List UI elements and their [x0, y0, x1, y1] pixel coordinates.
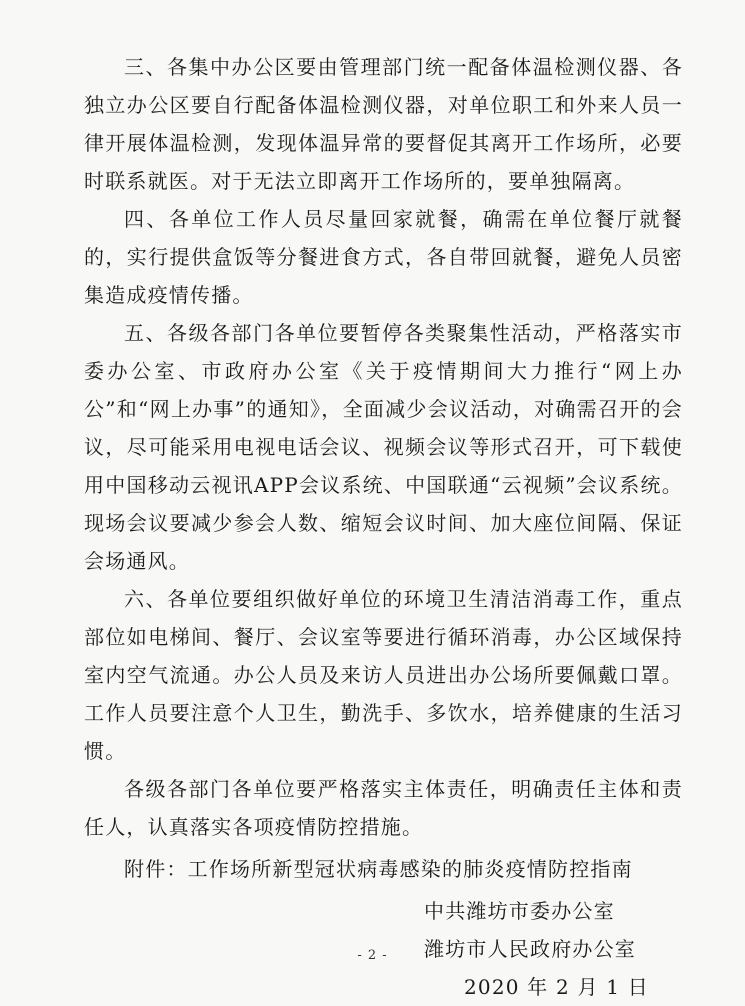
- attachment-line: 附件：工作场所新型冠状病毒感染的肺炎疫情防控指南: [124, 857, 633, 881]
- paragraph-item-3: 三、各集中办公区要由管理部门统一配备体温检测仪器、各独立办公区要自行配备体温检测仪器，对单位职工和外来人员一律开展体温检测，发现体温异常的要督促其离开工作场所，必要时联系就医。对于无法立即离开工作场所的，要单独隔离。: [84, 55, 683, 193]
- page-number: - 2 -: [357, 948, 388, 963]
- paragraph-item-6: 六、各单位要组织做好单位的环境卫生清洁消毒工作，重点部位如电梯间、餐厅、会议室等要进行循环消毒，办公区域保持室内空气流通。办公人员及来访人员进出办公场所要佩戴口罩。工作人员要注意个人卫生，勤洗手、多饮水，培养健康的生活习惯。: [84, 587, 683, 763]
- paragraph-item-5: 五、各级各部门各单位要暂停各类聚集性活动，严格落实市委办公室、市政府办公室《关于疫情期间大力推行“网上办公”和“网上办事”的通知》，全面减少会议活动，对确需召开的会议，尽可能采用电视电话会议、视频会议等形式召开，可下载使用中国移动云视讯APP会议系统、中国联通“云视频”会议系统。现场会议要减少参会人数、缩短会议时间、加大座位间隔、保证会场通风。: [84, 321, 683, 573]
- signature-org-1: 中共潍坊市委办公室: [424, 899, 615, 923]
- paragraph-item-4: 四、各单位工作人员尽量回家就餐，确需在单位餐厅就餐的，实行提供盒饭等分餐进食方式，各自带回就餐，避免人员密集造成疫情传播。: [84, 207, 683, 307]
- signature-org-2: 潍坊市人民政府办公室: [424, 937, 636, 961]
- signature-date: 2020 年 2 月 1 日: [464, 975, 649, 999]
- document-body: [84, 48, 683, 888]
- paragraph-summary: 各级各部门各单位要严格落实主体责任，明确责任主体和责任人，认真落实各项疫情防控措施。: [84, 777, 683, 839]
